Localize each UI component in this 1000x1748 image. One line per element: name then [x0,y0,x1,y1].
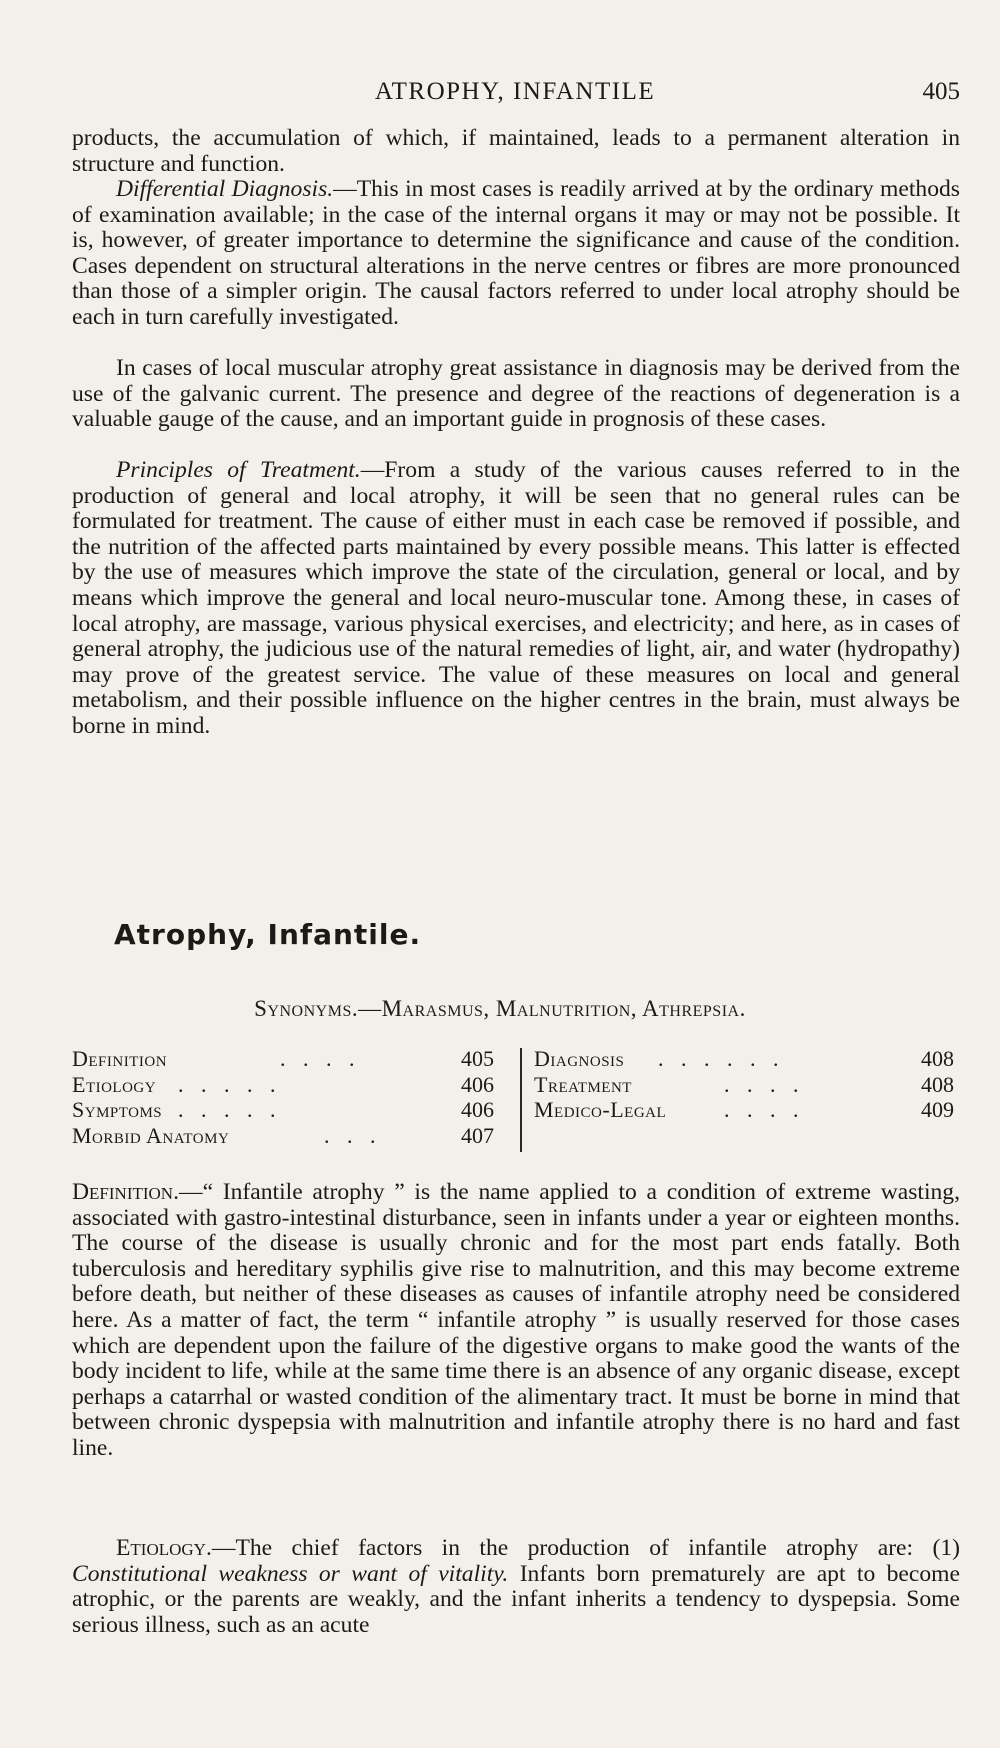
contents-label: Morbid Anatomy [72,1122,230,1148]
run-in-heading: Definition. [72,1179,179,1205]
contents-leader: . . . . [724,1097,799,1122]
contents-leader: . . . . [724,1071,799,1097]
contents-label: Diagnosis [534,1046,625,1071]
paragraph-text: Infants born prematurely are apt to become atrophic, or the parents are weakly, and the infant inherits a tendency to dyspepsia. Some serious illness, such as an acute [72,1560,960,1638]
contents-entry [72,1046,502,1072]
contents-entry [534,1046,962,1072]
section-title: Atrophy, Infantile. [114,918,422,951]
contents-leader: . . . . . . [658,1046,779,1071]
contents-entry [72,1097,502,1123]
paragraph-text: products, the accumulation of which, if maintained, leads to a permanent alteration in structure and function. [72,125,960,177]
paragraph-principles-of-treatment [72,458,960,740]
paragraph-galvanic-current [72,356,960,433]
contents-leader: . . . [324,1122,376,1148]
paragraph-text: —The chief factors in the production of infantile atrophy are: (1) [211,1535,960,1561]
run-in-heading: Etiology. [116,1535,212,1561]
run-in-heading: Differential Diagnosis. [116,176,334,202]
contents-entry [534,1072,962,1098]
contents-page: 408 [921,1046,954,1071]
italic-phrase: Constitutional weakness or want of vitality. [72,1560,509,1587]
paragraph-text: —“ Infantile atrophy ” is the name applied to a condition of extreme wasting, associated with gastro-intestinal disturbance, seen in infants under a year or eighteen months. The course of the disease is usually chronic and for the most part ends fatally. Both tuberculosis and hereditary syphilis give rise to malnutrition, and this may become extreme before death, but neither of these diseases as causes of infantile atrophy need be considered here. As a matter of fact, the term “ infantile atrophy ” is usually reserved for those cases which are dependent upon the failure of the digestive organs to make good the wants of the body incident to life, while at the same time there is an absence of any organic disease, except perhaps a catarrhal or wasted condition of the alimentary tract. It must be borne in mind that between chronic dyspepsia with malnutrition and infantile atrophy there is no hard and fast line. [72,1179,960,1461]
paragraph-text: —This in most cases is readily arrived at by the ordinary methods of examination available; in the case of the internal organs it may or may not be possible. It is, however, of greater importance to determine the significance and cause of the condition. Cases dependent on structural alterations in the nerve centres or fibres are more pronounced than those of a simpler origin. The causal factors referred to under local atrophy should be each in turn carefully investigated. [72,176,960,330]
running-head [70,78,960,112]
contents-column-left [72,1046,502,1148]
contents-leader: . . . . . [178,1071,276,1097]
contents-label: Treatment [534,1071,632,1097]
contents-leader: . . . . [280,1046,355,1071]
contents-divider [520,1048,522,1152]
contents-page: 409 [921,1097,954,1122]
contents-page: 406 [461,1071,494,1097]
paragraph-differential-diagnosis [72,177,960,331]
paragraph-text: —From a study of the various causes referred to in the production of general and local atrophy, it will be seen that no general rules can be formulated for treatment. The cause of either must in each case be removed if possible, and the nutrition of the affected parts maintained by every possible means. This latter is effected by the use of measures which improve the state of the circulation, general or local, and by means which improve the general and local neuro-muscular tone. Among these, in cases of local atrophy, are massage, various physical exercises, and electricity; and here, as in cases of general atrophy, the judicious use of the natural remedies of light, air, and water (hydropathy) may prove of the greatest service. The value of these measures on local and general metabolism, and their possible influence on the higher centres in the brain, must always be borne in mind. [72,457,960,739]
contents-leader: . . . . . [178,1097,276,1122]
contents-label: Medico-Legal [534,1097,667,1122]
paragraph-text: In cases of local muscular atrophy great assistance in diagnosis may be derived from the use of the galvanic current. The presence and degree of the reactions of degeneration is a valuable gauge of the cause, and an important guide in prognosis of these cases. [72,355,960,433]
page-number: 405 [922,78,960,105]
contents-column-right [534,1046,962,1123]
contents-page: 405 [461,1046,494,1071]
paragraph-etiology [72,1536,960,1638]
section-contents [72,1046,962,1156]
paragraph-definition [72,1180,960,1462]
contents-entry [72,1123,502,1149]
contents-label: Etiology [72,1071,157,1097]
run-in-heading: Principles of Treatment. [116,457,361,483]
contents-entry [534,1097,962,1123]
contents-label: Definition [72,1046,168,1071]
contents-page: 408 [921,1071,954,1097]
contents-label: Symptoms [72,1097,163,1122]
running-head-title: ATROPHY, INFANTILE [374,78,656,105]
paragraph-continuation [72,126,960,177]
contents-entry [72,1072,502,1098]
contents-page: 407 [461,1122,494,1148]
synonyms-line: Synonyms.—Marasmus, Malnutrition, Athrepsia. [254,996,746,1021]
contents-page: 406 [461,1097,494,1122]
